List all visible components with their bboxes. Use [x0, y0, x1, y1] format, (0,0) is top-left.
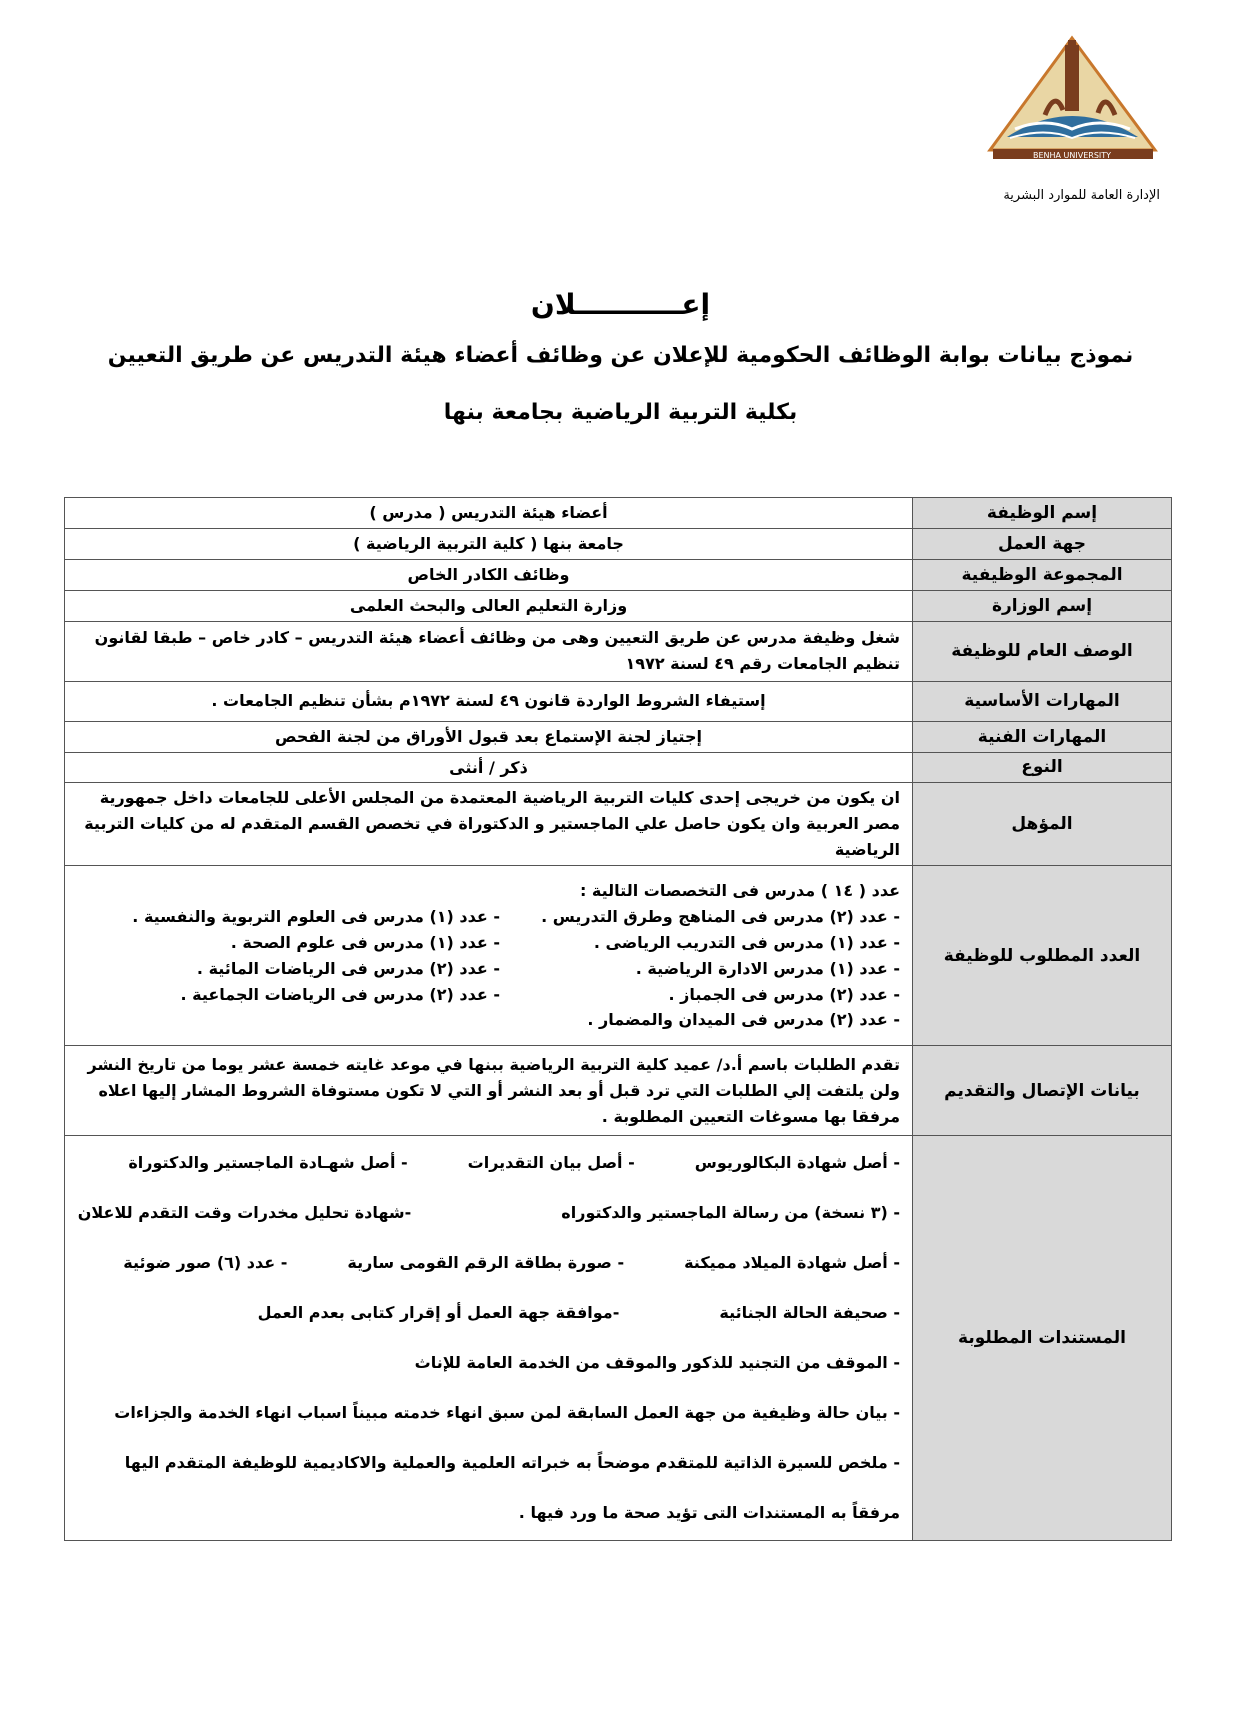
position-item: - عدد (٢) مدرس فى الجمباز .: [668, 984, 900, 1004]
technical-skills-label: المهارات الفنية: [913, 721, 1172, 752]
table-row: [65, 866, 1172, 1046]
basic-skills-label: المهارات الأساسية: [913, 681, 1172, 721]
document-item: - أصل بيان التقديرات: [467, 1153, 635, 1173]
document-item: - أصل شهـادة الماجستير والدكتوراة: [128, 1153, 408, 1173]
documents-value: [65, 1136, 913, 1541]
job-group-label: المجموعة الوظيفية: [913, 559, 1172, 590]
table-row: [65, 1136, 1172, 1541]
table-row: [65, 783, 1172, 866]
table-row: [65, 559, 1172, 590]
workplace-value: جامعة بنها ( كلية التربية الرياضية ): [65, 528, 913, 559]
document-item: - عدد (٦) صور ضوئية: [123, 1253, 288, 1273]
qualification-label: المؤهل: [913, 783, 1172, 866]
description-value: شغل وظيفة مدرس عن طريق التعيين وهى من وظائف أعضاء هيئة التدريس – كادر خاص – طبقا لقانون تنظيم الجامعات رقم ٤٩ لسنة ١٩٧٢: [65, 621, 913, 681]
document-item: - صورة بطاقة الرقم القومى سارية: [347, 1253, 625, 1273]
table-row: [65, 590, 1172, 621]
position-item: - عدد (١) مدرس فى العلوم التربوية والنفسية .: [132, 906, 500, 926]
ministry-label: إسم الوزارة: [913, 590, 1172, 621]
document-item: - أصل شهادة الميلاد مميكنة: [684, 1253, 900, 1273]
job-details-table: [64, 497, 1172, 1541]
documents-line: مرفقاً به المستندات التى تؤيد صحة ما ورد فيها .: [518, 1503, 900, 1523]
positions-label: العدد المطلوب للوظيفة: [913, 866, 1172, 1046]
documents-line: [77, 1138, 900, 1188]
positions-list: [77, 904, 900, 1034]
documents-line: - بيان حالة وظيفية من جهة العمل السابقة لمن سبق انهاء خدمته مبيناً اسباب انهاء الخدمة والجزاءات: [114, 1403, 900, 1423]
job-name-value: أعضاء هيئة التدريس ( مدرس ): [65, 498, 913, 529]
qualification-value: ان يكون من خريجى إحدى كليات التربية الرياضية المعتمدة من المجلس الأعلى للجامعات داخل جمهورية مصر العربية وان يكون حاصل علي الماجستير و الدكتوراة في تخصص القسم المتقدم له من كليات التربية الرياضية: [65, 783, 913, 866]
documents-label: المستندات المطلوبة: [913, 1136, 1172, 1541]
document-item: - أصل شهادة البكالوريوس: [694, 1153, 900, 1173]
document-item: -موافقة جهة العمل أو إقرار كتابى بعدم العمل: [257, 1303, 620, 1323]
technical-skills-value: إجتياز لجنة الإستماع بعد قبول الأوراق من لجنة الفحص: [65, 721, 913, 752]
contact-label: بيانات الإتصال والتقديم: [913, 1046, 1172, 1136]
documents-line: - ملخص للسيرة الذاتية للمتقدم موضحاً به خبراته العلمية والعملية والاكاديمية للوظيفة المتقدم اليها: [124, 1453, 900, 1473]
position-item: - عدد (٢) مدرس فى المناهج وطرق التدريس .: [541, 906, 900, 926]
table-row: [65, 621, 1172, 681]
workplace-label: جهة العمل: [913, 528, 1172, 559]
positions-value: [65, 866, 913, 1046]
description-label: الوصف العام للوظيفة: [913, 621, 1172, 681]
table-row: [65, 498, 1172, 529]
documents-line: [77, 1188, 900, 1238]
announcement-faculty: بكلية التربية الرياضية بجامعة بنها: [443, 400, 798, 425]
svg-text:BENHA UNIVERSITY: BENHA UNIVERSITY: [1032, 151, 1112, 160]
job-name-label: إسم الوظيفة: [913, 498, 1172, 529]
documents-line: [77, 1238, 900, 1288]
table-row: [65, 681, 1172, 721]
table-row: [65, 752, 1172, 783]
document-item: - صحيفة الحالة الجنائية: [719, 1303, 900, 1323]
ministry-value: وزارة التعليم العالى والبحث العلمى: [65, 590, 913, 621]
gender-value: ذكر / أنثى: [65, 752, 913, 783]
position-item: - عدد (٢) مدرس فى الميدان والمضمار .: [587, 1010, 900, 1030]
gender-label: النوع: [913, 752, 1172, 783]
documents-line: - الموقف من التجنيد للذكور والموقف من الخدمة العامة للإناث: [414, 1353, 900, 1373]
table-row: [65, 721, 1172, 752]
contact-value: تقدم الطلبات باسم أ.د/ عميد كلية التربية الرياضية ببنها في موعد غايته خمسة عشر يوما من تاريخ النشر ولن يلتفت إلي الطلبات التي ترد قبل أو بعد النشر أو التي لا تكون مستوفاة الشروط المشار إليها اعلاه مرفقا بها مسوغات التعيين المطلوبة .: [65, 1046, 913, 1136]
department-name: الإدارة العامة للموارد البشرية: [1003, 188, 1160, 203]
position-item: - عدد (١) مدرس فى التدريب الرياضى .: [593, 932, 900, 952]
announcement-subtitle: نموذج بيانات بوابة الوظائف الحكومية للإعلان عن وظائف أعضاء هيئة التدريس عن طريق التعيين: [107, 343, 1134, 368]
table-row: [65, 528, 1172, 559]
job-group-value: وظائف الكادر الخاص: [65, 559, 913, 590]
position-item: - عدد (١) مدرس الادارة الرياضية .: [635, 958, 900, 978]
university-logo: [985, 35, 1160, 165]
position-item: - عدد (٢) مدرس فى الرياضات الجماعية .: [180, 984, 500, 1004]
document-item: - (٣ نسخة) من رسالة الماجستير والدكتوراه: [561, 1203, 900, 1223]
table-row: [65, 1046, 1172, 1136]
position-item: - عدد (١) مدرس فى علوم الصحة .: [230, 932, 500, 952]
position-item: - عدد (٢) مدرس فى الرياضات المائية .: [196, 958, 500, 978]
document-item: -شهادة تحليل مخدرات وقت التقدم للاعلان: [77, 1203, 412, 1223]
documents-line: [77, 1288, 900, 1338]
basic-skills-value: إستيفاء الشروط الواردة قانون ٤٩ لسنة ١٩٧٢م بشأن تنظيم الجامعات .: [65, 681, 913, 721]
announcement-title: إعـــــــــــلان: [530, 288, 711, 321]
positions-intro: عدد ( ١٤ ) مدرس فى التخصصات التالية :: [579, 880, 900, 900]
